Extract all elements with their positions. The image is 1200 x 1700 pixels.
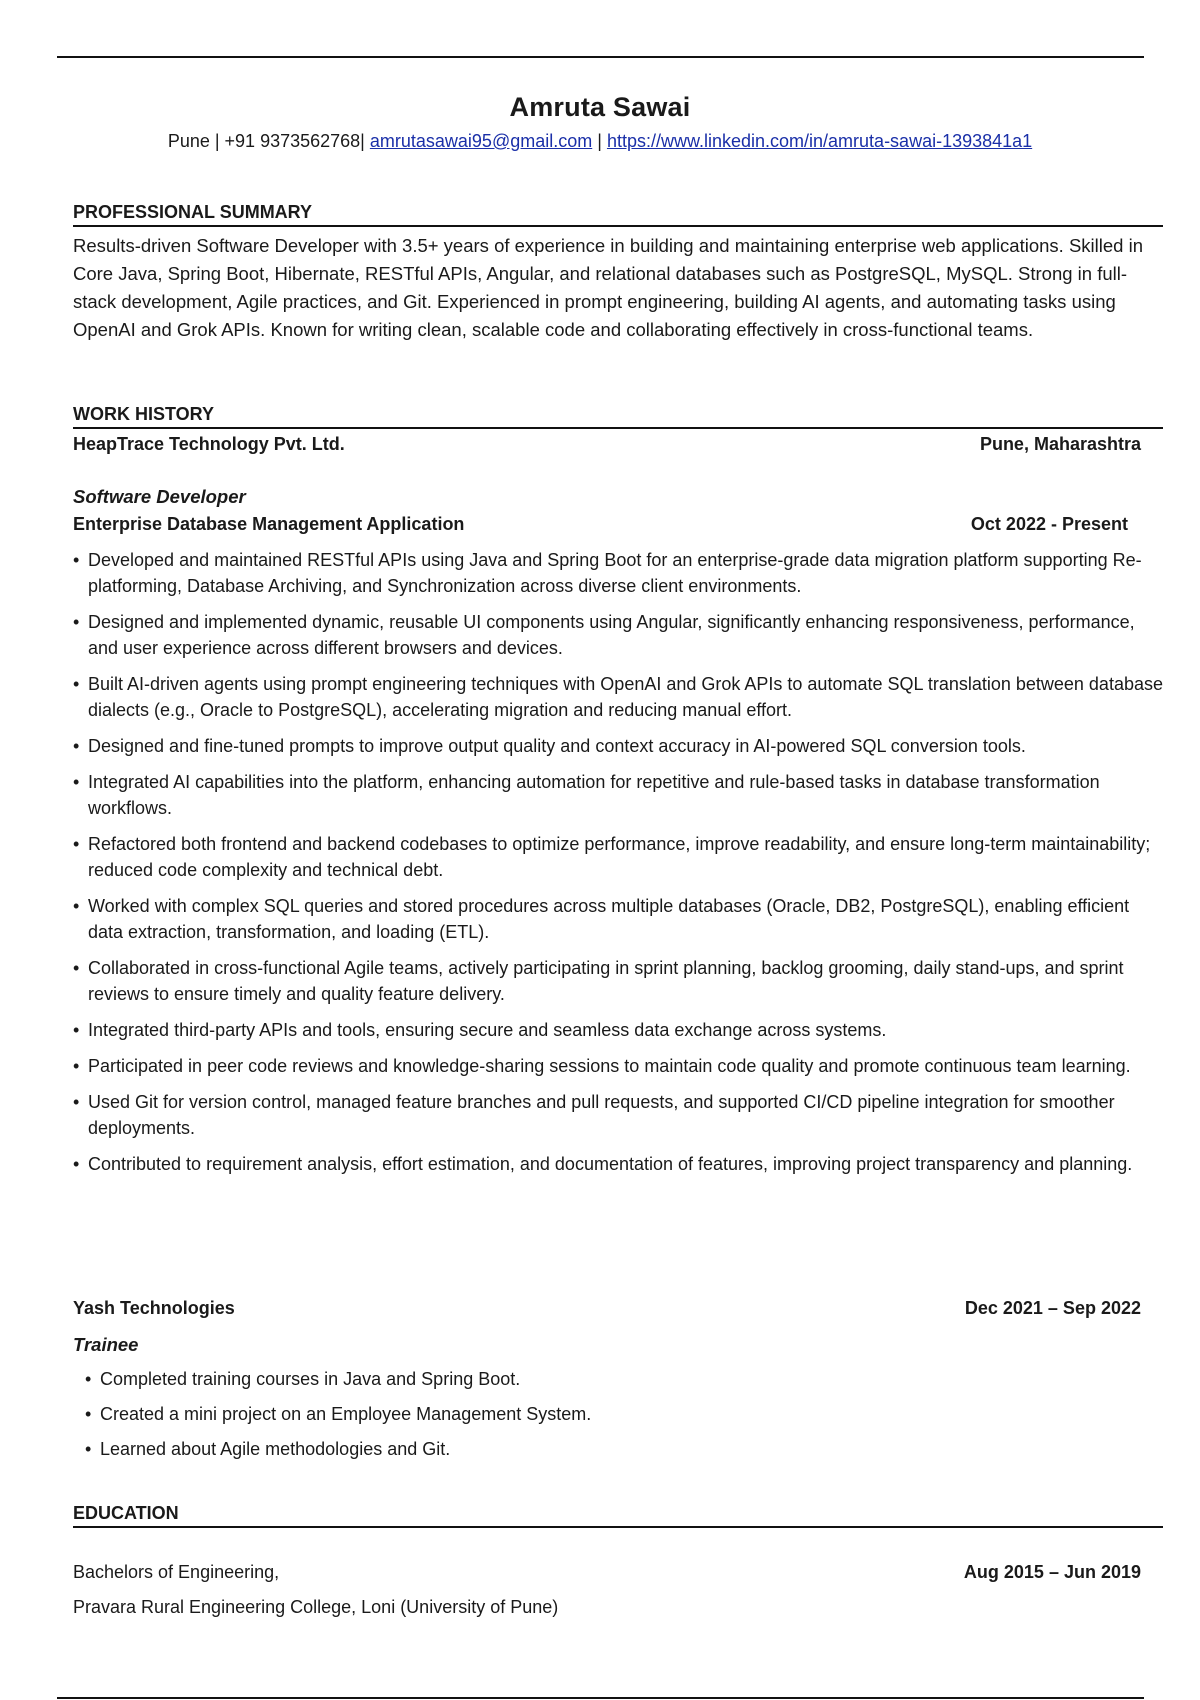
company-location: Pune, Maharashtra (979, 434, 1141, 454)
job-title: Software Developer (73, 486, 246, 507)
list-item: • Developed and maintained RESTful APIs using Java and Spring Boot for an enterprise-grade data migration platform supporting Re-platforming, Database Archiving, and Synchronization across diverse client environments. (73, 547, 1163, 599)
bottom-rule (57, 1697, 1144, 1699)
education-row (73, 1562, 1141, 1583)
list-item: • Participated in peer code reviews and knowledge-sharing sessions to maintain code quality and promote continuous team learning. (73, 1053, 1163, 1079)
yash-bullets (85, 1366, 1175, 1471)
summary-heading: PROFESSIONAL SUMMARY (73, 202, 1163, 227)
list-item: • Created a mini project on an Employee Management System. (85, 1401, 1175, 1427)
job-header-heaptrace (73, 434, 1141, 455)
list-item: • Completed training courses in Java and Spring Boot. (85, 1366, 1175, 1392)
college-name: Pravara Rural Engineering College, Loni (University of Pune) (73, 1597, 559, 1617)
project-header (73, 514, 1128, 535)
company-name: Yash Technologies (73, 1298, 235, 1318)
list-item: • Integrated third-party APIs and tools, ensuring secure and seamless data exchange across systems. (73, 1017, 1163, 1043)
list-item: • Collaborated in cross-functional Agile teams, actively participating in sprint planning, backlog grooming, daily stand-ups, and sprint reviews to ensure timely and quality feature delivery. (73, 955, 1163, 1007)
job-role (73, 486, 1141, 508)
email-link[interactable]: amrutasawai95@gmail.com (369, 131, 593, 151)
project-dates: Oct 2022 - Present (970, 514, 1128, 534)
list-item: • Refactored both frontend and backend codebases to optimize performance, improve readability, and ensure long-term maintainability; reduced code complexity and technical debt. (73, 831, 1163, 883)
linkedin-link[interactable]: https://www.linkedin.com/in/amruta-sawai-1393841a1 (606, 131, 1033, 151)
job-header-yash (73, 1298, 1141, 1319)
heaptrace-bullets (73, 547, 1163, 1187)
list-item: • Designed and implemented dynamic, reusable UI components using Angular, significantly enhancing responsiveness, performance, and user experience across different browsers and devices. (73, 609, 1163, 661)
education-dates: Aug 2015 – Jun 2019 (963, 1562, 1141, 1582)
job-title: Trainee (73, 1334, 139, 1355)
list-item: • Designed and fine-tuned prompts to improve output quality and context accuracy in AI-powered SQL conversion tools. (73, 733, 1163, 759)
contact-line (0, 131, 1200, 152)
contact-separator: | (597, 131, 602, 151)
contact-location-phone: Pune | +91 9373562768| (167, 131, 365, 151)
education-heading: EDUCATION (73, 1503, 1163, 1528)
list-item: • Learned about Agile methodologies and Git. (85, 1436, 1175, 1462)
list-item: • Contributed to requirement analysis, effort estimation, and documentation of features, improving project transparency and planning. (73, 1151, 1163, 1177)
job-role (73, 1334, 1141, 1356)
summary-text: Results-driven Software Developer with 3.5+ years of experience in building and maintaining enterprise web applications. Skilled in Core Java, Spring Boot, Hibernate, RESTful APIs, Angular, and relational databases such as PostgreSQL, MySQL. Strong in full-stack development, Agile practices, and Git. Experienced in prompt engineering, building AI agents, and automating tasks using OpenAI and Grok APIs. Known for writing clean, scalable code and collaborating effectively in cross-functional teams. (73, 235, 1143, 340)
list-item: • Built AI-driven agents using prompt engineering techniques with OpenAI and Grok APIs to automate SQL translation between database dialects (e.g., Oracle to PostgreSQL), accelerating migration and reducing manual effort. (73, 671, 1163, 723)
job-dates: Dec 2021 – Sep 2022 (964, 1298, 1141, 1318)
project-name: Enterprise Database Management Application (73, 514, 465, 534)
list-item: • Used Git for version control, managed feature branches and pull requests, and supported CI/CD pipeline integration for smoother deployments. (73, 1089, 1163, 1141)
list-item: • Integrated AI capabilities into the platform, enhancing automation for repetitive and rule-based tasks in database transformation workflows. (73, 769, 1163, 821)
degree: Bachelors of Engineering, (73, 1562, 280, 1582)
top-rule (57, 56, 1144, 58)
resume-header (0, 92, 1200, 152)
list-item: • Worked with complex SQL queries and stored procedures across multiple databases (Oracle, DB2, PostgreSQL), enabling efficient data extraction, transformation, and loading (ETL). (73, 893, 1163, 945)
company-name: HeapTrace Technology Pvt. Ltd. (73, 434, 345, 454)
candidate-name: Amruta Sawai (509, 92, 691, 122)
work-history-heading: WORK HISTORY (73, 404, 1163, 429)
